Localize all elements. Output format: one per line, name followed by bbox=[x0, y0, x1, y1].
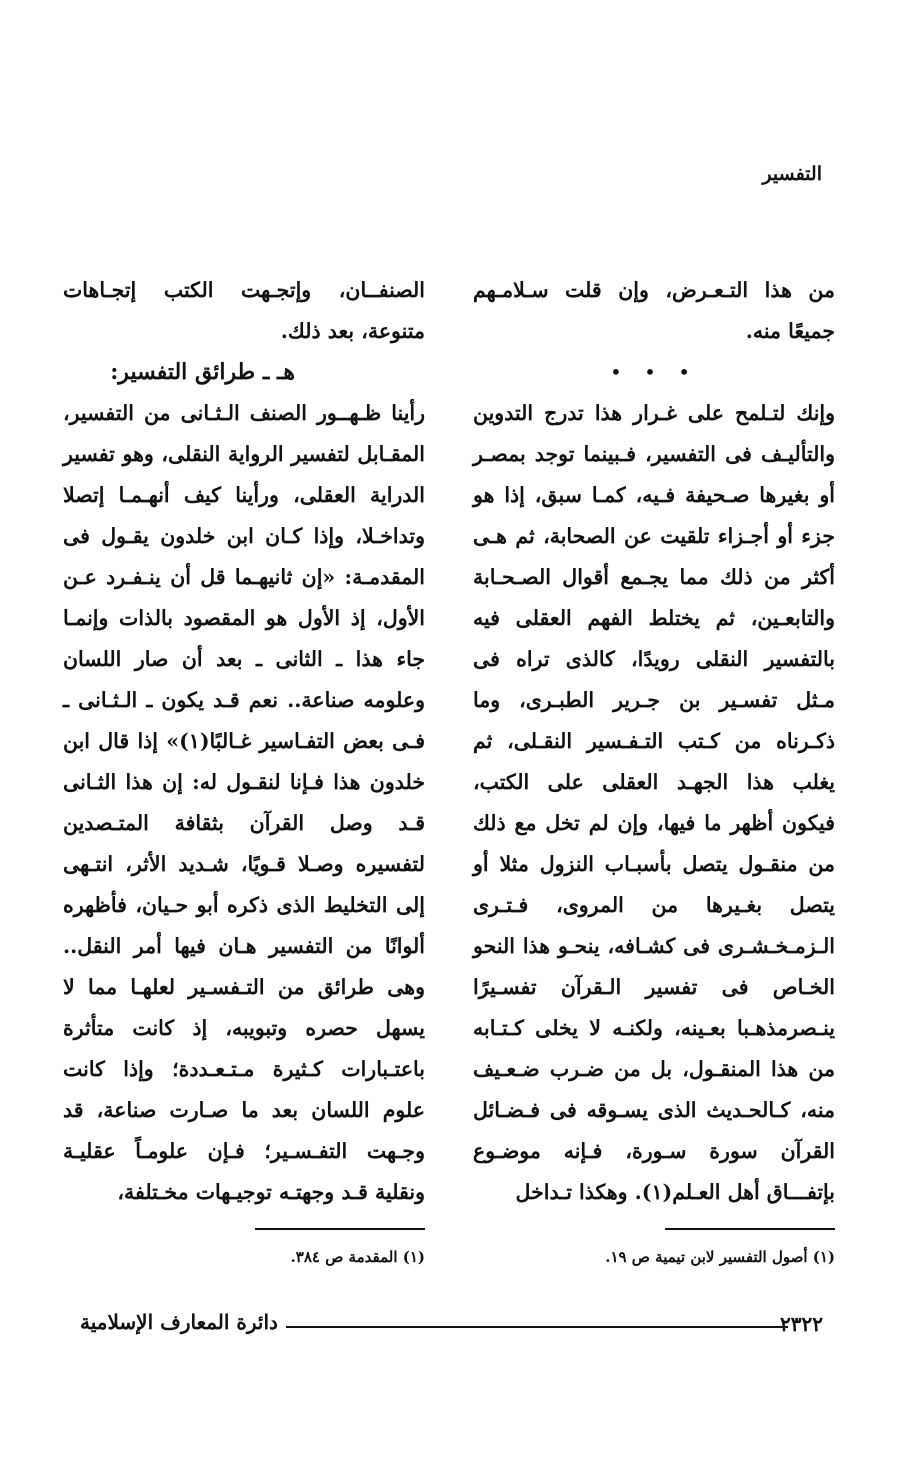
footnote: (١) المقدمة ص ٣٨٤. bbox=[290, 1248, 425, 1266]
paragraph: الصنفــان، وإتجـهت الكتب إتجـاهات متنوعة، بعد ذلك. bbox=[63, 278, 425, 343]
footnote-rule bbox=[255, 1228, 425, 1230]
page-number: ٢٣٢٢ bbox=[780, 1312, 823, 1336]
footnote: (١) أصول التفسير لابن تيمية ص ١٩. bbox=[605, 1248, 835, 1266]
footer-rule bbox=[286, 1326, 788, 1328]
text-column-left bbox=[63, 270, 425, 1213]
footnote-rule bbox=[665, 1228, 835, 1230]
running-head: التفسير bbox=[762, 163, 822, 185]
section-heading: هـ ـ طرائق التفسير: bbox=[110, 359, 295, 385]
paragraph: وإنك لتـلمح على غـرار هذا تدرج التدوين والتأليـف فى التفسير، فـبينما توجد بمصـر أو بغيرها صـحيفة فـيه، كمـا سبق، إذا هو جزء أو أجـزاء تلقيت عن الصحابة، ثم هـى أكثر من ذلك مما يجـمع أقوال الصـحـابة والتابعـين، ثم يختلط الفهم العقلى فيه بالتفسير النقلى رويدًا، كالذى تراه فى مـثل تفسـير بن جـرير الطبـرى، وما ذكـرناه من كـتب التـفـسير النقـلى، ثم يغلب هذا الجهـد العقلى على الكتب، فيكون أظهر ما فيها، وإن لم تخل مع ذلك من منقـول يتصل بأسبـاب النزول مثلا أو يتصل بغـيرها من المروى، فـتـرى الـزمـخـشـرى فى كشـافه، ينحـو هذا النحو الخـاص فى تفسير الـقرآن تفسـيرًا ينـصرمذهـبا بعـينه، ولكنـه لا يخلى كـتـابه من هذا المنقـول، بل من ضـرب ضـعـيف منه، كـالحـديث الذى يسـوقه فى فـضـائل القرآن سورة سـورة، فـإنه موضـوع بإتفـــاق أهل العـلم(١). وهكذا تـداخل bbox=[473, 401, 835, 1204]
publication-title: دائرة المعارف الإسلامية bbox=[80, 1310, 278, 1334]
section-separator: • • • bbox=[609, 360, 699, 384]
text-column-right bbox=[473, 270, 835, 1213]
paragraph: من هذا التـعـرض، وإن قلت سـلامـهم جميعًا منه. bbox=[473, 278, 835, 343]
paragraph: رأينا ظـهــور الصنف الـثـانى من التفسير، المقـابل لتفسير الرواية النقلى، وهو تفسير الدراية العقلى، ورأينا كيف أنهـمـا إتصلا وتداخـلا، وإذا كـان ابن خلدون يقـول فى المقدمـة: «إن ثانيهـما قل أن ينـفـرد عـن الأول، إذ الأول هو المقصود بالذات وإنمـا جاء هذا ـ الثانى ـ بعد أن صار اللسان وعلومه صناعة.. نعم قـد يكون ـ الـثـانى ـ فـى بعض التفـاسير غـالبًا(١)» إذا قال ابن خلدون هذا فـإنا لنقـول له: إن هذا الثـانى قـد وصل القرآن بثقافة المتـصدين لتفسيره وصـلا قـويًا، شـديد الأثر، انتـهى إلى التخليط الذى ذكره أبو حـيان، فأظهره ألوانًا من التفسير هـان فيها أمر النقل.. وهى طرائق من التـفسـير لعلهـا مما لا يسهل حصره وتبويبه، إذ كانت متأثرة باعتـبارات كـثيرة مـتـعـددة؛ وإذا كانت علوم اللسان بعد ما صـارت صناعة، قد وجـهت التفـسـير؛ فـإن علومـاً عقليـة ونقلية قـد وجهتـه توجيـهات مخـتلفة، bbox=[63, 401, 425, 1204]
